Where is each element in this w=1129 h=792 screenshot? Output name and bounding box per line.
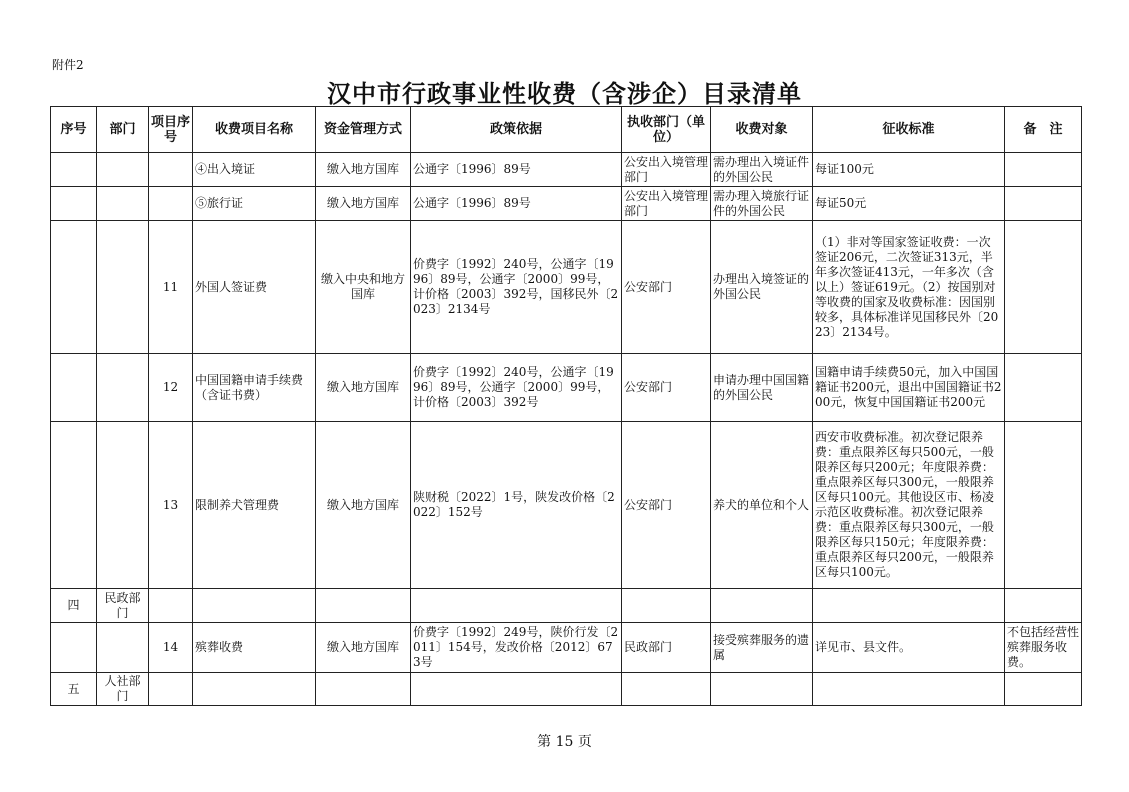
cell-name: 中国国籍申请手续费（含证书费） — [193, 354, 316, 422]
cell-collector — [622, 589, 711, 623]
cell-dept — [97, 153, 149, 187]
cell-fund: 缴入地方国库 — [316, 153, 411, 187]
cell-name: ④出入境证 — [193, 153, 316, 187]
header-remark: 备 注 — [1005, 107, 1082, 153]
table-row — [51, 153, 1082, 187]
cell-target: 需办理出入境证件的外国公民 — [711, 153, 813, 187]
table-row — [51, 422, 1082, 589]
cell-name: 殡葬收费 — [193, 623, 316, 673]
cell-remark — [1005, 354, 1082, 422]
header-target: 收费对象 — [711, 107, 813, 153]
cell-dept: 人社部门 — [97, 673, 149, 706]
cell-seq — [51, 153, 97, 187]
cell-fund: 缴入地方国库 — [316, 187, 411, 221]
cell-remark — [1005, 673, 1082, 706]
cell-policy: 公通字〔1996〕89号 — [411, 153, 622, 187]
cell-collector: 公安部门 — [622, 221, 711, 354]
cell-name — [193, 589, 316, 623]
cell-target: 接受殡葬服务的遗属 — [711, 623, 813, 673]
cell-collector: 民政部门 — [622, 623, 711, 673]
cell-item-no: 13 — [149, 422, 193, 589]
cell-standard: 每证100元 — [813, 153, 1005, 187]
header-policy: 政策依据 — [411, 107, 622, 153]
cell-dept — [97, 187, 149, 221]
cell-standard — [813, 589, 1005, 623]
cell-item-no — [149, 153, 193, 187]
cell-target — [711, 673, 813, 706]
cell-policy: 价费字〔1992〕240号，公通字〔1996〕89号，公通字〔2000〕99号，计价格〔2003〕392号 — [411, 354, 622, 422]
cell-item-no — [149, 187, 193, 221]
cell-target: 申请办理中国国籍的外国公民 — [711, 354, 813, 422]
cell-seq — [51, 187, 97, 221]
page-number: 第 15 页 — [537, 734, 592, 750]
cell-seq — [51, 354, 97, 422]
cell-seq: 四 — [51, 589, 97, 623]
cell-collector: 公安出入境管理部门 — [622, 153, 711, 187]
cell-collector: 公安部门 — [622, 422, 711, 589]
cell-standard: （1）非对等国家签证收费：一次签证206元，二次签证313元，半年多次签证413元，一年多次（含以上）签证619元。（2）按国别对等收费的国家及收费标准：因国别较多，具体标准详见国移民外〔2023〕2134号。 — [813, 221, 1005, 354]
cell-name: 外国人签证费 — [193, 221, 316, 354]
page-title: 汉中市行政事业性收费（含涉企）目录清单 — [327, 80, 802, 108]
cell-fund: 缴入地方国库 — [316, 422, 411, 589]
cell-policy: 价费字〔1992〕240号，公通字〔1996〕89号，公通字〔2000〕99号，计价格〔2003〕392号，国移民外〔2023〕2134号 — [411, 221, 622, 354]
table-row — [51, 187, 1082, 221]
table-row — [51, 623, 1082, 673]
table-row — [51, 354, 1082, 422]
cell-policy — [411, 673, 622, 706]
cell-seq — [51, 221, 97, 354]
table-row — [51, 589, 1082, 623]
cell-remark — [1005, 589, 1082, 623]
cell-seq: 五 — [51, 673, 97, 706]
cell-fund — [316, 673, 411, 706]
table-row — [51, 673, 1082, 706]
cell-standard: 每证50元 — [813, 187, 1005, 221]
cell-name: ⑤旅行证 — [193, 187, 316, 221]
header-dept: 部门 — [97, 107, 149, 153]
cell-policy: 价费字〔1992〕249号，陕价行发〔2011〕154号，发改价格〔2012〕673号 — [411, 623, 622, 673]
cell-target — [711, 589, 813, 623]
cell-fund: 缴入地方国库 — [316, 623, 411, 673]
header-fund: 资金管理方式 — [316, 107, 411, 153]
cell-name — [193, 673, 316, 706]
cell-policy — [411, 589, 622, 623]
cell-standard: 国籍申请手续费50元，加入中国国籍证书200元，退出中国国籍证书200元，恢复中国国籍证书200元 — [813, 354, 1005, 422]
cell-target: 养犬的单位和个人 — [711, 422, 813, 589]
fee-catalog-table — [50, 106, 1082, 706]
attachment-label: 附件2 — [52, 58, 84, 72]
cell-item-no — [149, 589, 193, 623]
cell-fund — [316, 589, 411, 623]
cell-item-no: 14 — [149, 623, 193, 673]
cell-name: 限制养犬管理费 — [193, 422, 316, 589]
cell-remark — [1005, 153, 1082, 187]
header-name: 收费项目名称 — [193, 107, 316, 153]
cell-collector — [622, 673, 711, 706]
table-row — [51, 221, 1082, 354]
cell-remark: 不包括经营性殡葬服务收费。 — [1005, 623, 1082, 673]
cell-dept — [97, 354, 149, 422]
cell-standard: 西安市收费标准。初次登记限养费：重点限养区每只500元，一般限养区每只200元；年度限养费：重点限养区每只300元，一般限养区每只100元。其他设区市、杨凌示范区收费标准。初次登记限养费：重点限养区每只300元，一般限养区每只150元；年度限养费：重点限养区每只200元，一般限养区每只100元。 — [813, 422, 1005, 589]
cell-collector: 公安部门 — [622, 354, 711, 422]
cell-remark — [1005, 221, 1082, 354]
cell-fund: 缴入中央和地方国库 — [316, 221, 411, 354]
cell-seq — [51, 422, 97, 589]
cell-remark — [1005, 187, 1082, 221]
cell-remark — [1005, 422, 1082, 589]
header-item-no: 项目序号 — [149, 107, 193, 153]
header-row — [51, 107, 1082, 153]
cell-dept: 民政部门 — [97, 589, 149, 623]
cell-dept — [97, 221, 149, 354]
header-seq: 序号 — [51, 107, 97, 153]
cell-target: 需办理入境旅行证件的外国公民 — [711, 187, 813, 221]
cell-standard — [813, 673, 1005, 706]
header-collector: 执收部门（单位） — [622, 107, 711, 153]
cell-collector: 公安出入境管理部门 — [622, 187, 711, 221]
header-standard: 征收标准 — [813, 107, 1005, 153]
cell-dept — [97, 422, 149, 589]
cell-dept — [97, 623, 149, 673]
cell-seq — [51, 623, 97, 673]
cell-policy: 陕财税〔2022〕1号，陕发改价格〔2022〕152号 — [411, 422, 622, 589]
cell-standard: 详见市、县文件。 — [813, 623, 1005, 673]
cell-item-no: 11 — [149, 221, 193, 354]
cell-item-no — [149, 673, 193, 706]
cell-fund: 缴入地方国库 — [316, 354, 411, 422]
cell-item-no: 12 — [149, 354, 193, 422]
cell-policy: 公通字〔1996〕89号 — [411, 187, 622, 221]
cell-target: 办理出入境签证的外国公民 — [711, 221, 813, 354]
